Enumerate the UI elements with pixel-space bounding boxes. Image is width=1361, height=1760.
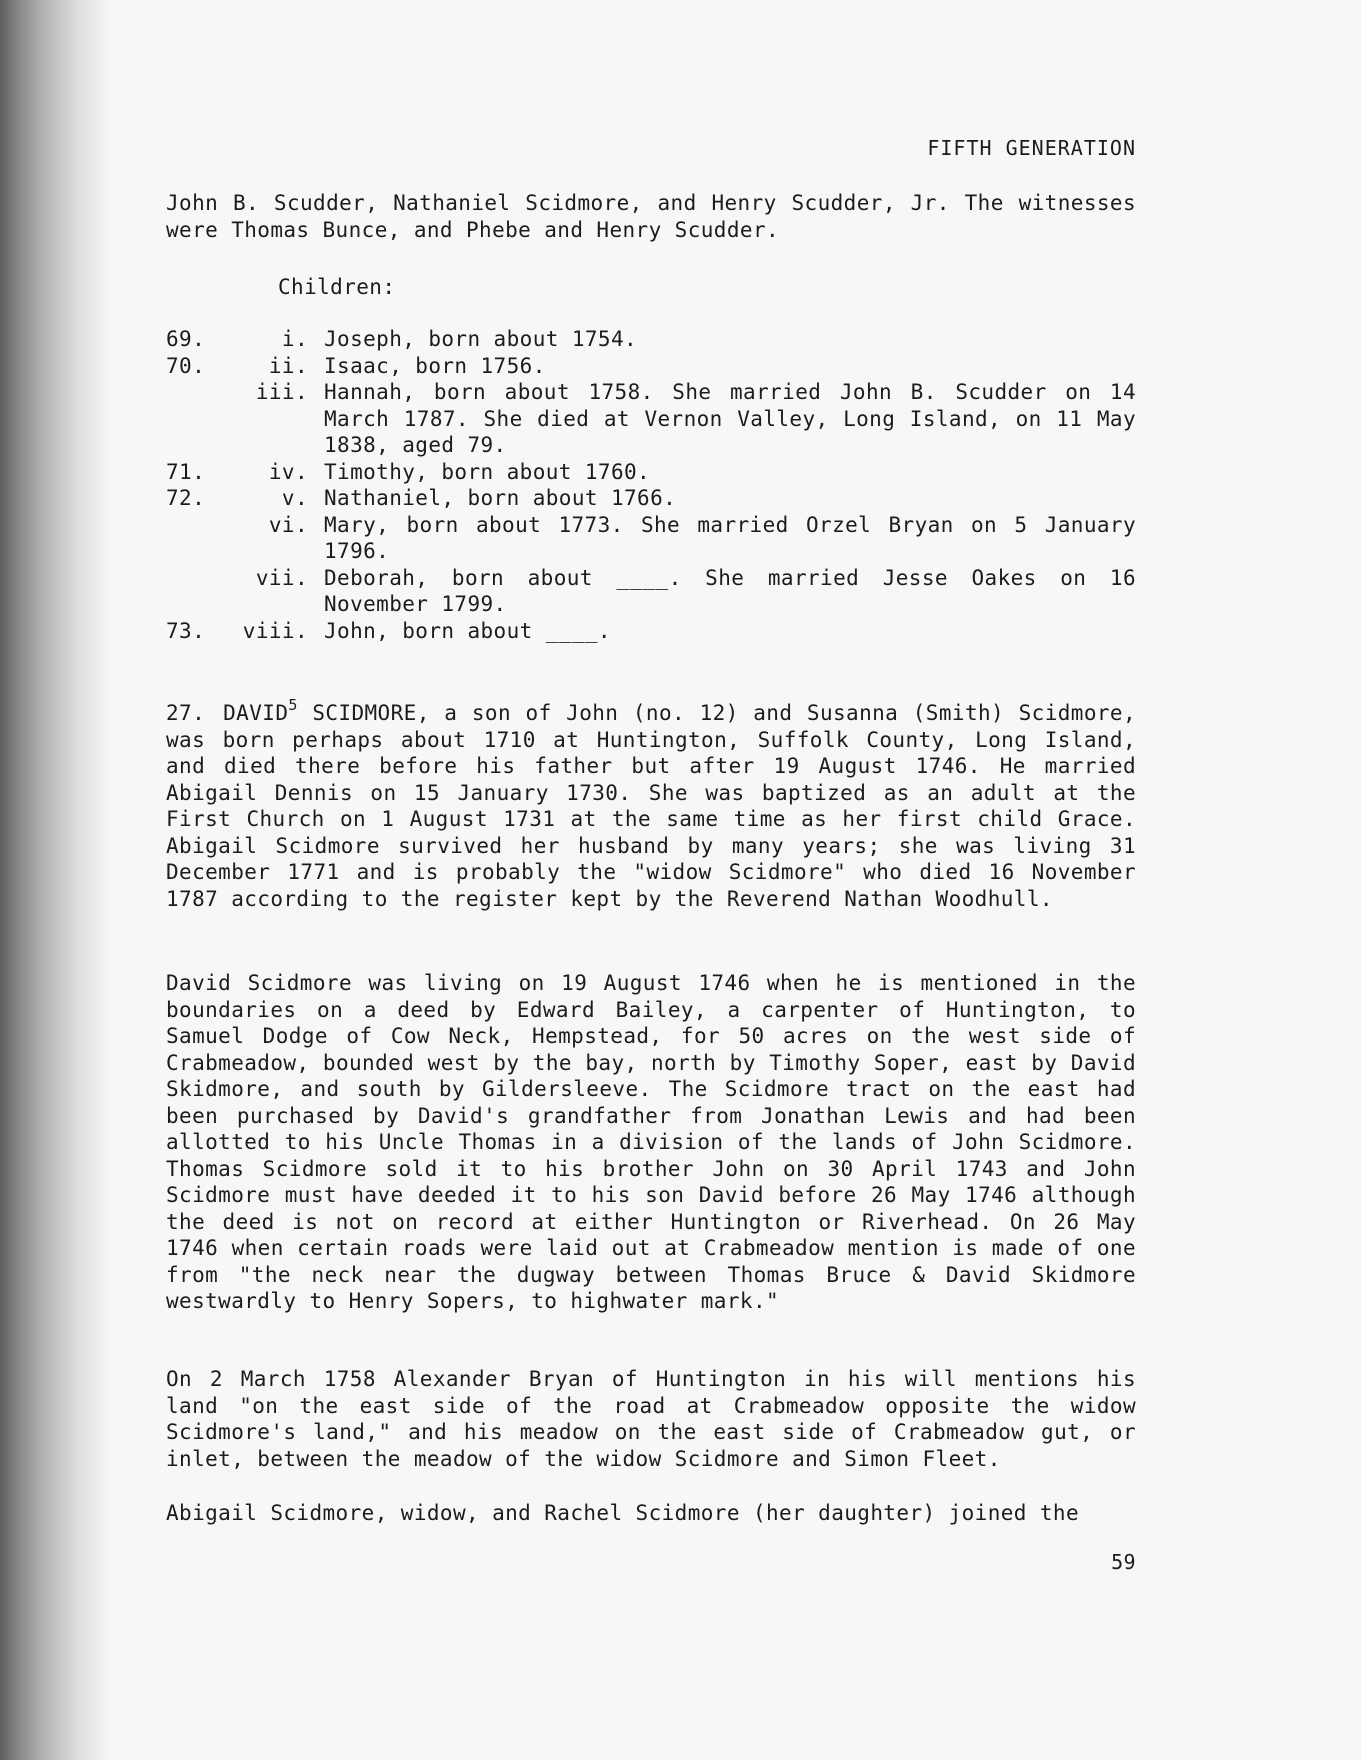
list-item <box>166 459 1136 486</box>
child-text: Mary, born about 1773. She married Orzel Bryan on 5 January 1796. <box>324 512 1136 563</box>
generation-superscript: 5 <box>288 696 298 714</box>
list-item <box>166 379 1136 459</box>
child-number: 73. <box>166 618 206 643</box>
entry-surname: SCIDMORE, <box>312 701 430 725</box>
page-number: 59 <box>1111 1550 1136 1574</box>
child-ordinal: vii. <box>255 565 308 590</box>
running-head: FIFTH GENERATION <box>927 136 1136 160</box>
child-text: Joseph, born about 1754. <box>324 327 638 351</box>
list-item <box>166 565 1136 618</box>
deed-paragraph: David Scidmore was living on 19 August 1746 when he is mentioned in the boundaries on a deed by Edward Bailey, a carpenter of Huntington, to Samuel Dodge of Cow Neck, Hempstead, for 50 acres on the west side of Crabmeadow, bounded west by the bay, north by Timothy Soper, east by David Skidmore, and south by Gildersleeve. The Scidmore tract on the east had been purchased by David's grandfather from Jonathan Lewis and had been allotted to his Uncle Thomas in a division of the lands of John Scidmore. Thomas Scidmore sold it to his brother John on 30 April 1743 and John Scidmore must have deeded it to his son David before 26 May 1746 although the deed is not on record at either Huntington or Riverhead. On 26 May 1746 when certain roads were laid out at Crabmeadow mention is made of one from "the neck near the dugway between Thomas Bruce & David Skidmore westwardly to Henry Sopers, to highwater mark." <box>166 971 1136 1313</box>
child-number: 71. <box>166 459 206 484</box>
closing-paragraph: Abigail Scidmore, widow, and Rachel Scidmore (her daughter) joined the <box>166 1501 1080 1525</box>
child-ordinal: iii. <box>255 380 308 404</box>
child-text: Isaac, born 1756. <box>324 353 546 378</box>
child-ordinal: v. <box>281 486 308 510</box>
entry-number: 27. <box>166 701 206 725</box>
child-ordinal: viii. <box>242 618 308 643</box>
list-item <box>166 326 1136 353</box>
child-number: 70. <box>166 353 206 378</box>
child-number: 69. <box>166 327 206 351</box>
entry-paragraph <box>166 696 1136 912</box>
will-paragraph: On 2 March 1758 Alexander Bryan of Huntington in his will mentions his land "on the east side of the road at Crabmeadow opposite the widow Scidmore's land," and his meadow on the east side of Crabmeadow gut, or inlet, between the meadow of the widow Scidmore and Simon Fleet. <box>166 1367 1136 1471</box>
entry-text: a son of John (no. 12) and Susanna (Smith) Scidmore, was born perhaps about 1710 at Huntington, Suffolk County, Long Island, and died there before his father but after 19 August 1746. He married Abigail Dennis on 15 January 1730. She was baptized as an adult at the First Church on 1 August 1731 at the same time as her first child Grace. Abigail Scidmore survived her husband by many years; she was living 31 December 1771 and is probably the "widow Scidmore" who died 16 November 1787 according to the register kept by the Reverend Nathan Woodhull. <box>166 701 1136 911</box>
list-item <box>166 485 1136 512</box>
child-number <box>166 512 236 565</box>
child-ordinal: iv. <box>268 459 308 484</box>
child-number <box>166 565 236 618</box>
list-item <box>166 512 1136 565</box>
list-item <box>166 353 1136 380</box>
list-item <box>166 618 1136 645</box>
child-text: Nathaniel, born about 1766. <box>324 486 677 510</box>
child-text: Hannah, born about 1758. She married John B. Scudder on 14 March 1787. She died at Vernon Valley, Long Island, on 11 May 1838, aged 79. <box>324 380 1136 457</box>
children-label: Children: <box>278 275 396 299</box>
child-text: John, born about ____. <box>324 618 611 643</box>
child-number <box>166 379 236 459</box>
intro-paragraph: John B. Scudder, Nathaniel Scidmore, and Henry Scudder, Jr. The witnesses were Thomas Bunce, and Phebe and Henry Scudder. <box>166 191 1136 242</box>
child-text: Timothy, born about 1760. <box>324 459 651 484</box>
document-page <box>166 0 1136 1760</box>
children-list <box>166 326 1136 644</box>
entry-name: DAVID <box>223 701 289 725</box>
binding-shadow <box>0 0 110 1760</box>
child-text: Deborah, born about ____. She married Jesse Oakes on 16 November 1799. <box>324 565 1136 616</box>
child-number: 72. <box>166 486 206 510</box>
child-ordinal: vi. <box>268 512 308 537</box>
child-ordinal: i. <box>281 327 308 351</box>
child-ordinal: ii. <box>268 353 308 378</box>
